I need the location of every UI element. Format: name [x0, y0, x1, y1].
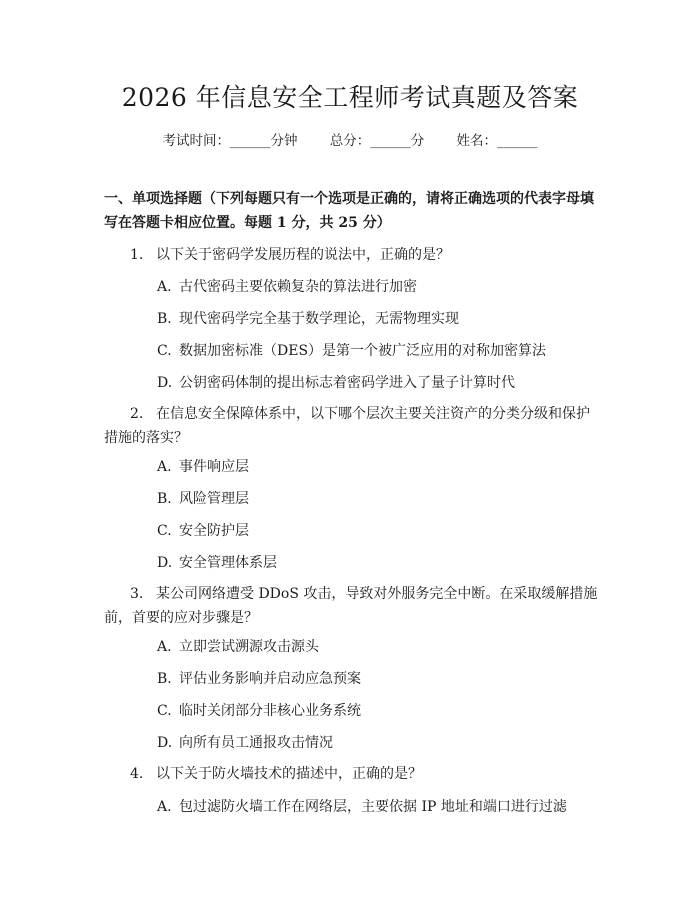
- option-text: 包过滤防火墙工作在网络层，主要依据 IP 地址和端口进行过滤: [179, 799, 567, 815]
- option-text: 向所有员工通报攻击情况: [179, 735, 333, 751]
- option-text: 风险管理层: [179, 491, 249, 507]
- option-letter: D.: [157, 375, 173, 391]
- q3-option-c[interactable]: [157, 699, 361, 723]
- question-text: 在信息安全保障体系中，以下哪个层次主要关注资产的分类分级和保护措施的落实？: [104, 406, 590, 446]
- option-letter: A.: [157, 639, 172, 655]
- option-letter: D.: [157, 735, 173, 751]
- option-letter: C.: [157, 523, 172, 539]
- option-letter: A.: [157, 459, 172, 475]
- q1-option-a[interactable]: [157, 275, 417, 299]
- q1-option-c[interactable]: [157, 339, 546, 363]
- option-text: 立即尝试溯源攻击源头: [179, 639, 319, 655]
- q3-option-a[interactable]: [157, 635, 319, 659]
- option-letter: A.: [157, 799, 172, 815]
- option-text: 数据加密标准（DES）是第一个被广泛应用的对称加密算法: [179, 343, 547, 359]
- option-letter: B.: [157, 311, 172, 327]
- option-text: 评估业务影响并启动应急预案: [179, 671, 361, 687]
- question-2: [104, 402, 600, 450]
- question-number: 1.: [130, 247, 144, 263]
- option-letter: D.: [157, 555, 173, 571]
- exam-time-field: 考试时间：______分钟: [162, 133, 298, 149]
- option-text: 古代密码主要依赖复杂的算法进行加密: [179, 279, 417, 295]
- option-letter: B.: [157, 491, 172, 507]
- option-text: 事件响应层: [179, 459, 249, 475]
- option-text: 安全防护层: [179, 523, 249, 539]
- question-number: 4.: [130, 766, 144, 782]
- question-1: [104, 243, 600, 267]
- question-text: 以下关于防火墙技术的描述中，正确的是？: [156, 766, 422, 782]
- q2-option-c[interactable]: [157, 519, 249, 543]
- name-field: 姓名：______: [456, 133, 538, 149]
- question-4: [104, 762, 600, 786]
- option-text: 安全管理体系层: [179, 555, 277, 571]
- q2-option-a[interactable]: [157, 455, 249, 479]
- option-letter: C.: [157, 343, 172, 359]
- option-text: 临时关闭部分非核心业务系统: [179, 703, 361, 719]
- question-number: 3.: [130, 586, 144, 602]
- question-text: 以下关于密码学发展历程的说法中，正确的是？: [156, 247, 450, 263]
- q1-option-d[interactable]: [157, 371, 515, 395]
- q4-option-a[interactable]: [157, 795, 567, 819]
- option-text: 现代密码学完全基于数学理论，无需物理实现: [179, 311, 459, 327]
- total-score-field: 总分：______分: [329, 133, 425, 149]
- q3-option-b[interactable]: [157, 667, 361, 691]
- option-letter: C.: [157, 703, 172, 719]
- q2-option-b[interactable]: [157, 487, 249, 511]
- section-heading: 一、单项选择题（下列每题只有一个选项是正确的，请将正确选项的代表字母填写在答题卡相应位置。每题 1 分，共 25 分）: [104, 191, 594, 231]
- question-3: [104, 582, 600, 630]
- option-text: 公钥密码体制的提出标志着密码学进入了量子计算时代: [179, 375, 515, 391]
- question-number: 2.: [130, 406, 144, 422]
- page-title: 2026 年信息安全工程师考试真题及答案: [121, 83, 579, 112]
- option-letter: B.: [157, 671, 172, 687]
- exam-info-line: [0, 131, 700, 151]
- option-letter: A.: [157, 279, 172, 295]
- question-text: 某公司网络遭受 DDoS 攻击，导致对外服务完全中断。在采取缓解措施前，首要的应对步骤是？: [104, 586, 598, 626]
- q3-option-d[interactable]: [157, 731, 333, 755]
- q2-option-d[interactable]: [157, 551, 277, 575]
- q1-option-b[interactable]: [157, 307, 459, 331]
